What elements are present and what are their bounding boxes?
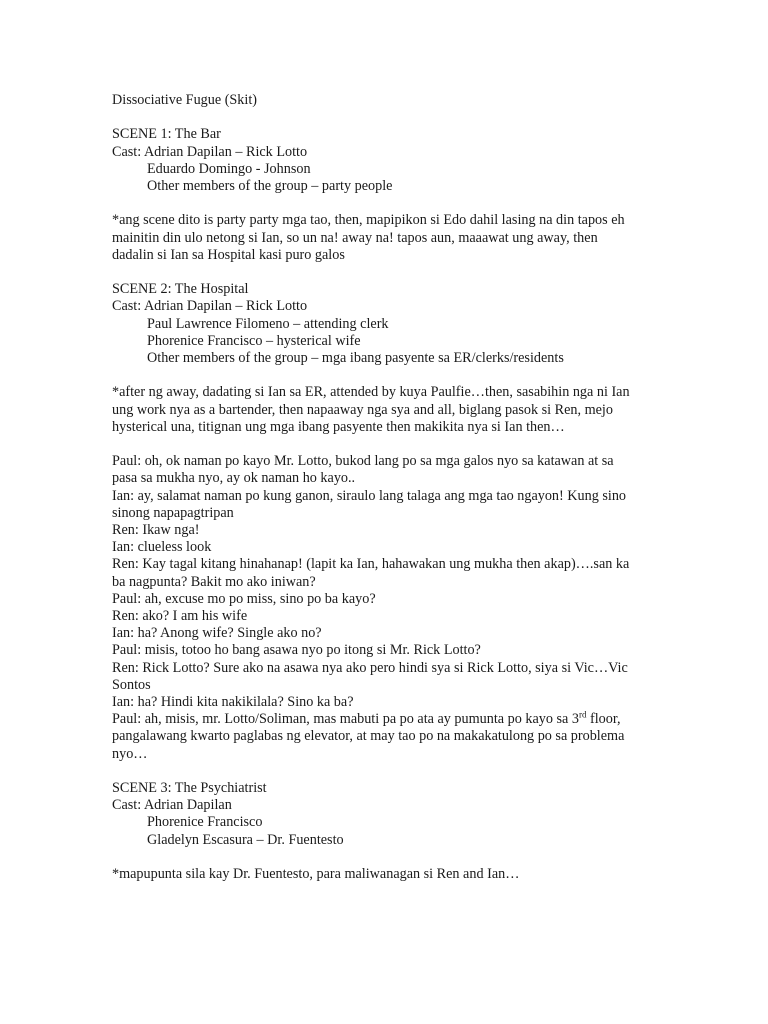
dialogue-line: pangalawang kwarto paglabas ng elevator, at may tao po na makakatulong po sa problema [112, 728, 625, 745]
scene-3-note-line: *mapupunta sila kay Dr. Fuentesto, para maliwanagan si Ren and Ian… [112, 866, 520, 883]
dialogue-line: Ian: ay, salamat naman po kung ganon, siraulo lang talaga ang mga tao ngayon! Kung sino [112, 487, 627, 504]
dialogue-line: Ren: ako? I am his wife [112, 608, 248, 625]
dialogue-line: nyo… [112, 745, 148, 762]
cast-member: Adrian Dapilan – Rick Lotto [143, 143, 308, 160]
cast-member: Eduardo Domingo - Johnson [147, 160, 311, 177]
dialogue-line: Ren: Rick Lotto? Sure ako na asawa nya ako pero hindi sya si Rick Lotto, siya si Vic…Vic [112, 659, 628, 676]
cast-member: Other members of the group – party people [147, 178, 393, 194]
cast-member: Gladelyn Escasura – Dr. Fuentesto [147, 831, 344, 848]
cast-member: Adrian Dapilan [143, 797, 232, 814]
dialogue-line: Paul: misis, totoo ho bang asawa nyo po itong si Mr. Rick Lotto? [112, 642, 481, 659]
scene-2-cast-first [112, 298, 672, 315]
spacer [112, 195, 672, 212]
scene-1-note-line: dadalin si Ian sa Hospital kasi puro galos [112, 246, 345, 263]
cast-label: Cast: [112, 143, 144, 160]
scene-1-cast-first [112, 144, 672, 161]
dialogue-line: Ian: ha? Anong wife? Single ako no? [112, 625, 322, 642]
dialogue-text: Paul: ah, misis, mr. Lotto/Soliman, mas mabuti pa po ata ay pumunta po kayo sa 3 [112, 711, 579, 728]
document-title: Dissociative Fugue (Skit) [112, 92, 258, 108]
dialogue-line: Ian: clueless look [112, 539, 212, 556]
cast-member: Adrian Dapilan – Rick Lotto [143, 298, 308, 315]
scene-1-heading: SCENE 1: The Bar [112, 126, 221, 143]
dialogue-line: sinong napapagtripan [112, 504, 234, 521]
dialogue-line: Sontos [112, 676, 151, 693]
scene-2-heading: SCENE 2: The Hospital [112, 281, 249, 298]
spacer [112, 264, 672, 281]
scene-3-cast-first [112, 797, 672, 814]
cast-member: Other members of the group – mga ibang pasyente sa ER/clerks/residents [147, 350, 564, 366]
dialogue-text: floor, [586, 711, 621, 728]
spacer [112, 367, 672, 384]
dialogue-block [112, 453, 672, 763]
scene-1-note-line: mainitin din ulo netong si Ian, so un na! away na! tapos aun, maaawat ung away, then [112, 229, 598, 246]
document-page [112, 92, 672, 883]
dialogue-line: pasa sa mukha nyo, ay ok naman ho kayo.. [112, 470, 356, 487]
cast-member: Phorenice Francisco – hysterical wife [147, 332, 361, 349]
spacer [112, 849, 672, 866]
dialogue-line: Ren: Ikaw nga! [112, 522, 200, 538]
cast-member: Paul Lawrence Filomeno – attending clerk [147, 315, 389, 332]
ordinal-suffix: rd [578, 709, 587, 720]
scene-2-note-line: ung work nya as a bartender, then napaaway nga sya and all, biglang pasok si Ren, mejo [112, 401, 613, 418]
spacer [112, 436, 672, 453]
cast-label: Cast: [112, 797, 144, 814]
scene-1-note-line: *ang scene dito is party party mga tao, then, mapipikon si Edo dahil lasing na din tapos eh [112, 212, 625, 229]
cast-label: Cast: [112, 298, 144, 315]
spacer [112, 109, 672, 126]
dialogue-line: ba nagpunta? Bakit mo ako iniwan? [112, 573, 316, 590]
spacer [112, 763, 672, 780]
scene-3-heading: SCENE 3: The Psychiatrist [112, 780, 267, 797]
dialogue-line: Paul: ah, excuse mo po miss, sino po ba kayo? [112, 590, 376, 607]
dialogue-line-paul-final [112, 711, 672, 728]
dialogue-line: Paul: oh, ok naman po kayo Mr. Lotto, bukod lang po sa mga galos nyo sa katawan at sa [112, 453, 614, 470]
cast-member: Phorenice Francisco [147, 814, 263, 831]
dialogue-line: Ian: ha? Hindi kita nakikilala? Sino ka ba? [112, 694, 354, 711]
scene-2-note-line: *after ng away, dadating si Ian sa ER, attended by kuya Paulfie…then, sasabihin nga ni Ian [112, 384, 630, 401]
dialogue-line: Ren: Kay tagal kitang hinahanap! (lapit ka Ian, hahawakan ung mukha then akap)….san ka [112, 556, 630, 573]
scene-2-note-line: hysterical una, titignan ung mga ibang pasyente then makikita nya si Ian then… [112, 418, 565, 435]
